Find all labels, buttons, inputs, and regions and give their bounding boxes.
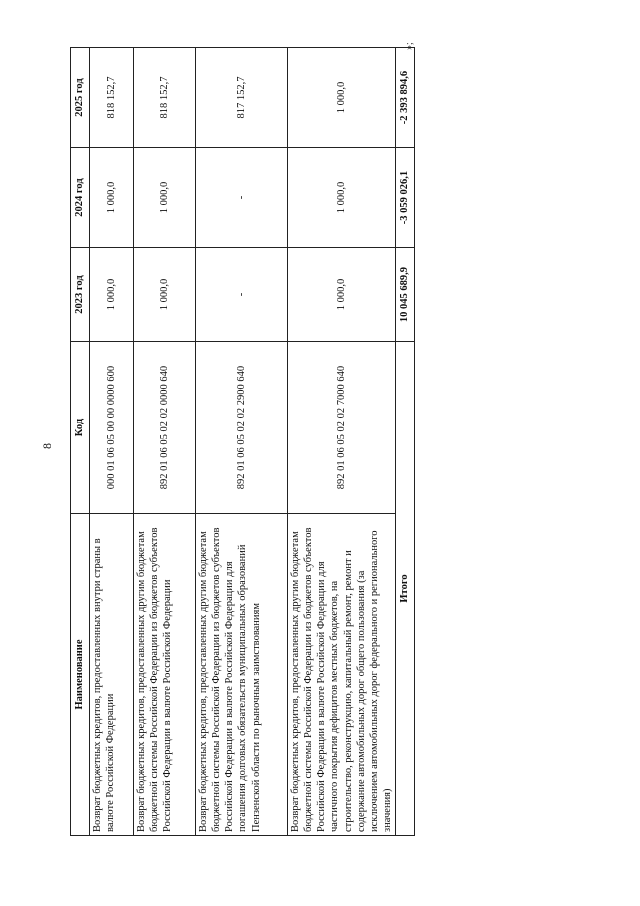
total-row [396, 48, 415, 836]
row-code: 892 01 06 05 02 02 0000 640 [134, 342, 196, 514]
table-row [196, 48, 288, 836]
row-value-2025: 818 152,7 [134, 48, 196, 148]
table-row [90, 48, 134, 836]
total-2023: 10 045 689,9 [396, 248, 415, 342]
row-name: Возврат бюджетных кредитов, предоставленных другим бюджетам бюджетной системы Российской Федерации из бюджетов субъектов Российской Федерации в валюте Российской Федерации для частичного покрытия дефицитов местных бюджетов, на строительство, реконструкцию, капитальный ремонт, ремонт и содержание автомобильных дорог общего пользования (за исключением автомобильных дорог федерального и регионального значения) [288, 514, 396, 836]
budget-table [70, 47, 415, 836]
row-value-2024: 1 000,0 [288, 148, 396, 248]
header-2024: 2024 год [71, 148, 90, 248]
page-number: 8 [40, 443, 54, 449]
total-label: Итого [396, 342, 415, 836]
row-value-2025: 1 000,0 [288, 48, 396, 148]
table-row [134, 48, 196, 836]
row-value-2023: 1 000,0 [134, 248, 196, 342]
row-value-2024: 1 000,0 [90, 148, 134, 248]
rotated-table-container [70, 48, 414, 836]
row-code: 892 01 06 05 02 02 2900 640 [196, 342, 288, 514]
total-2024: -3 059 026,1 [396, 148, 415, 248]
row-name: Возврат бюджетных кредитов, предоставленных другим бюджетам бюджетной системы Российской Федерации из бюджетов субъектов Российской Федерации в валюте Российской Федерации [134, 514, 196, 836]
row-value-2024: - [196, 148, 288, 248]
row-value-2023: 1 000,0 [288, 248, 396, 342]
row-value-2024: 1 000,0 [134, 148, 196, 248]
corner-mark: »; [404, 42, 415, 50]
header-name: Наименование [71, 514, 90, 836]
row-code: 000 01 06 05 00 00 0000 600 [90, 342, 134, 514]
table-header-row [71, 48, 90, 836]
row-name: Возврат бюджетных кредитов, предоставленных внутри страны в валюте Российской Федерации [90, 514, 134, 836]
total-2025: -2 393 894,6 [396, 48, 415, 148]
row-value-2025: 818 152,7 [90, 48, 134, 148]
row-value-2023: 1 000,0 [90, 248, 134, 342]
row-code: 892 01 06 05 02 02 7000 640 [288, 342, 396, 514]
row-value-2025: 817 152,7 [196, 48, 288, 148]
header-2025: 2025 год [71, 48, 90, 148]
table-row [288, 48, 396, 836]
row-value-2023: - [196, 248, 288, 342]
row-name: Возврат бюджетных кредитов, предоставленных другим бюджетам бюджетной системы Российской Федерации из бюджетов субъектов Российской Федерации в валюте Российской Федерации для погашения долговых обязательств муниципальных образований Пензенской области по рыночным заимствованиям [196, 514, 288, 836]
header-2023: 2023 год [71, 248, 90, 342]
header-code: Код [71, 342, 90, 514]
